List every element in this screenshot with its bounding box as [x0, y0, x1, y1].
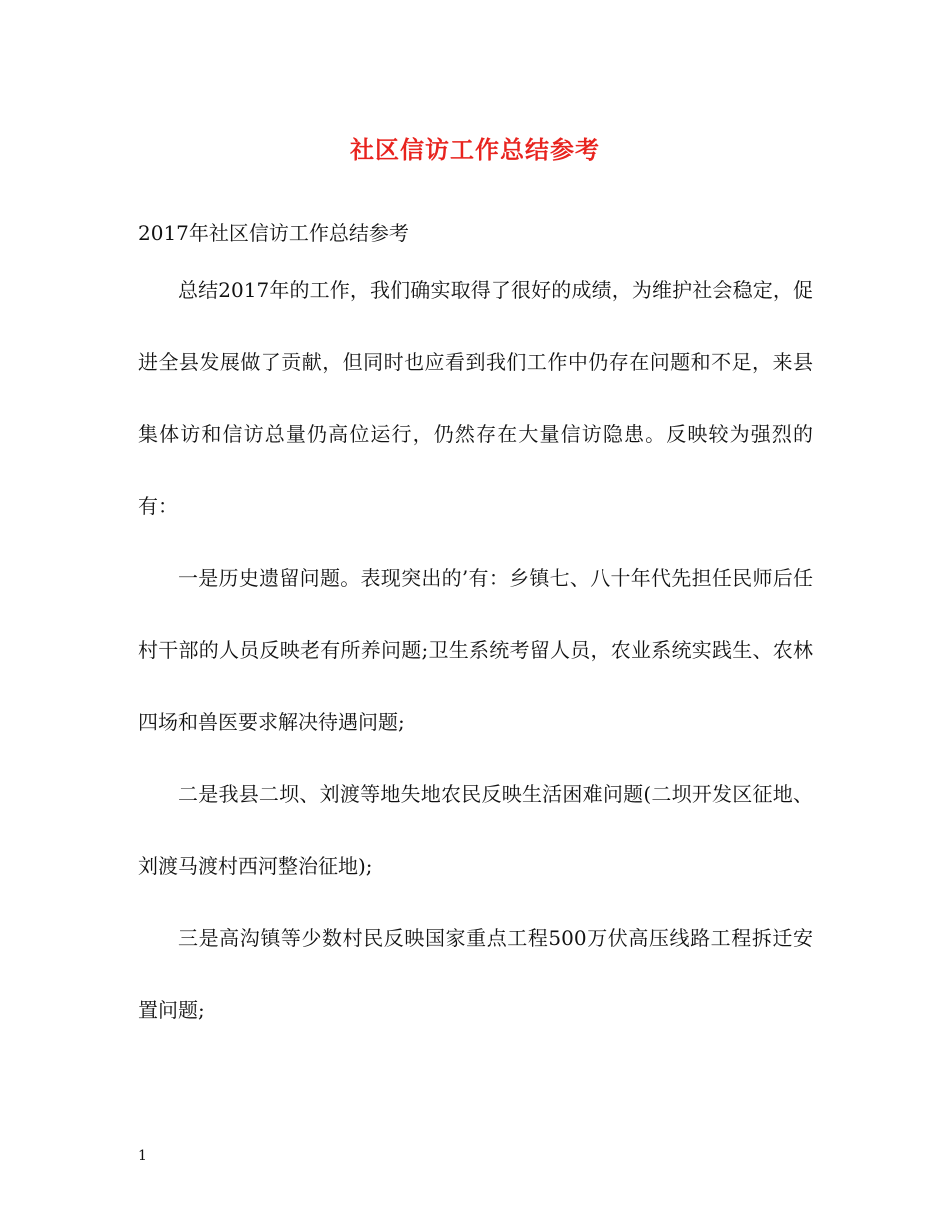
paragraph-summary: 总结2017年的工作，我们确实取得了很好的成绩，为维护社会稳定，促进全县发展做了贡献，但同时也应看到我们工作中仍存在问题和不足，来县集体访和信访总量仍高位运行，仍然存在大量信访隐患。反映较为强烈的有：: [138, 278, 813, 518]
paragraph-issue-three: 三是高沟镇等少数村民反映国家重点工程500万伏高压线路工程拆迁安置问题;: [138, 926, 813, 1022]
paragraph-issue-two: 二是我县二坝、刘渡等地失地农民反映生活困难问题(二坝开发区征地、刘渡马渡村西河整治征地);: [138, 782, 813, 878]
page-number: 1: [138, 1148, 147, 1164]
document-subtitle: 2017年社区信访工作总结参考: [138, 221, 409, 245]
document-title: 社区信访工作总结参考: [350, 135, 600, 164]
document-body: [138, 212, 813, 1046]
paragraph-issue-one: 一是历史遗留问题。表现突出的’有：乡镇七、八十年代先担任民师后任村干部的人员反映老有所养问题;卫生系统考留人员，农业系统实践生、农林四场和兽医要求解决待遇问题;: [138, 566, 813, 734]
